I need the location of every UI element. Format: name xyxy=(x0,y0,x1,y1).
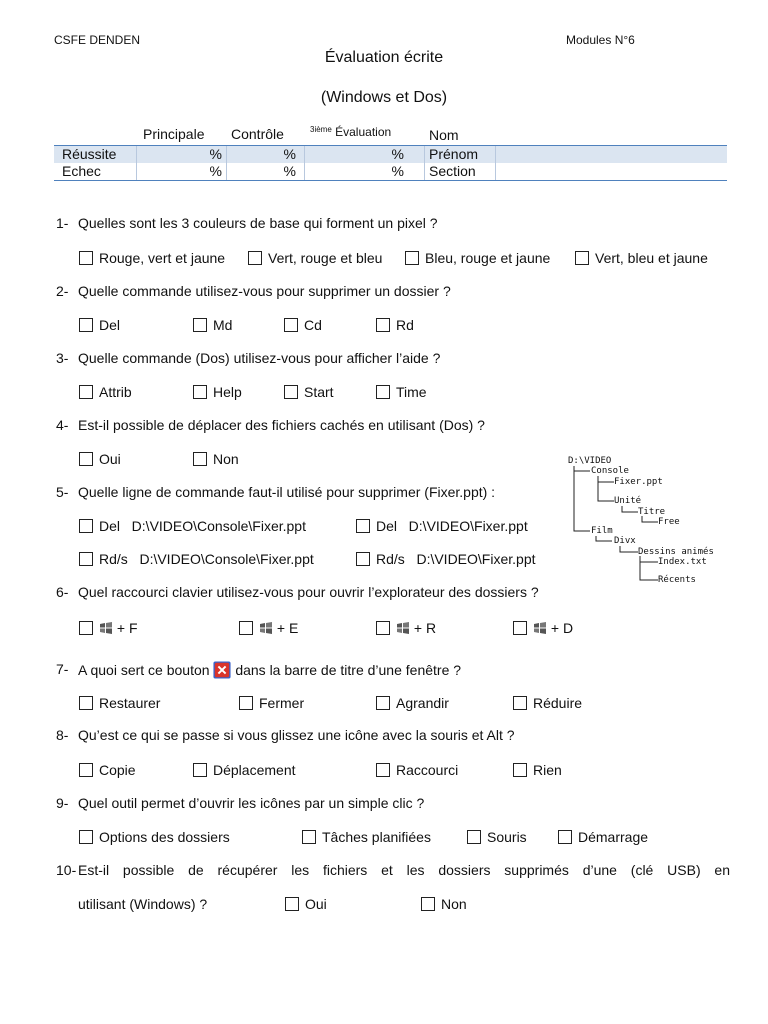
q7-option-2[interactable] xyxy=(239,694,304,712)
checkbox[interactable] xyxy=(513,621,527,635)
q5-option-4[interactable] xyxy=(356,550,536,568)
option-label: Tâches planifiées xyxy=(322,829,431,845)
option-label: + R xyxy=(410,620,437,636)
checkbox[interactable] xyxy=(467,830,481,844)
checkbox[interactable] xyxy=(79,696,93,710)
question-4 xyxy=(56,417,485,433)
q3-option-3[interactable] xyxy=(284,383,334,401)
tree-index: Index.txt xyxy=(658,557,707,567)
windows-logo-icon xyxy=(533,622,547,634)
tree-unite: Unité xyxy=(614,496,642,506)
question-text: Quel outil permet d’ouvrir les icônes par un simple clic ? xyxy=(78,795,425,811)
option-label: Md xyxy=(213,317,233,333)
checkbox[interactable] xyxy=(284,385,298,399)
question-text: Quelle ligne de commande faut-il utilisé pour supprimer (Fixer.ppt) : xyxy=(78,484,496,500)
q2-option-4[interactable] xyxy=(376,316,414,334)
option-label: Del D:\VIDEO\Console\Fixer.ppt xyxy=(99,518,306,534)
divider xyxy=(424,163,425,180)
option-label: Rd/s D:\VIDEO\Console\Fixer.ppt xyxy=(99,551,314,567)
school-name: CSFE DENDEN xyxy=(54,33,141,47)
q1-option-4[interactable] xyxy=(575,249,708,267)
q4-option-2[interactable] xyxy=(193,450,239,468)
question-8 xyxy=(56,727,515,743)
q7-option-1[interactable] xyxy=(79,694,160,712)
option-label: Rd/s D:\VIDEO\Fixer.ppt xyxy=(376,551,536,567)
divider xyxy=(495,146,496,163)
checkbox[interactable] xyxy=(79,621,93,635)
checkbox[interactable] xyxy=(79,552,93,566)
q8-option-2[interactable] xyxy=(193,761,296,779)
pct-3e-reussite[interactable]: % xyxy=(391,146,404,162)
checkbox[interactable] xyxy=(376,385,390,399)
q3-option-2[interactable] xyxy=(193,383,242,401)
question-number: 3- xyxy=(56,350,69,366)
option-label: Déplacement xyxy=(213,762,296,778)
checkbox[interactable] xyxy=(79,251,93,265)
option-label: Bleu, rouge et jaune xyxy=(425,250,551,266)
tree-divx: Divx xyxy=(614,536,636,546)
tree-film: Film xyxy=(591,526,613,536)
question-text: Quelle commande (Dos) utilisez-vous pour afficher l’aide ? xyxy=(78,350,441,366)
pct-principale-echec[interactable]: % xyxy=(209,163,222,179)
q5-option-3[interactable] xyxy=(79,550,314,568)
question-number: 5- xyxy=(56,484,69,500)
checkbox[interactable] xyxy=(79,763,93,777)
checkbox[interactable] xyxy=(193,385,207,399)
question-number: 6- xyxy=(56,584,69,600)
option-label: Non xyxy=(441,896,467,912)
checkbox[interactable] xyxy=(302,830,316,844)
q2-option-1[interactable] xyxy=(79,316,120,334)
col-controle: Contrôle xyxy=(231,126,284,142)
option-label: Démarrage xyxy=(578,829,649,845)
row-label-reussite: Réussite xyxy=(62,146,117,162)
q6-option-3[interactable] xyxy=(376,619,436,637)
tree-titre: Titre xyxy=(638,507,666,517)
page-subtitle: (Windows et Dos) xyxy=(320,89,448,106)
question-text-group xyxy=(78,661,461,679)
question-6 xyxy=(56,584,539,600)
question-number: 2- xyxy=(56,283,69,299)
question-5 xyxy=(56,484,496,500)
q9-option-4[interactable] xyxy=(558,828,648,846)
q5-option-1[interactable] xyxy=(79,517,306,535)
checkbox[interactable] xyxy=(421,897,435,911)
question-text-cont: dans la barre de titre d’une fenêtre ? xyxy=(235,662,462,678)
question-2 xyxy=(56,283,451,299)
q7-option-3[interactable] xyxy=(376,694,449,712)
option-label: Restaurer xyxy=(99,695,161,711)
question-text: Quel raccourci clavier utilisez-vous pour ouvrir l’explorateur des dossiers ? xyxy=(78,584,539,600)
checkbox[interactable] xyxy=(405,251,419,265)
page-title: Évaluation écrite xyxy=(324,49,444,66)
checkbox[interactable] xyxy=(239,696,253,710)
checkbox[interactable] xyxy=(376,318,390,332)
q8-option-3[interactable] xyxy=(376,761,458,779)
checkbox[interactable] xyxy=(193,763,207,777)
option-label: Vert, rouge et bleu xyxy=(268,250,383,266)
question-text: Est-il possible de récupérer les fichiers et les dossiers supprimés d’une (clé USB) en xyxy=(78,862,730,878)
checkbox[interactable] xyxy=(575,251,589,265)
q9-option-1[interactable] xyxy=(79,828,230,846)
question-number: 1- xyxy=(56,215,69,231)
checkbox[interactable] xyxy=(79,385,93,399)
q6-option-2[interactable] xyxy=(239,619,298,637)
option-label: Fermer xyxy=(259,695,305,711)
q2-option-3[interactable] xyxy=(284,316,322,334)
option-label: Copie xyxy=(99,762,136,778)
q8-option-1[interactable] xyxy=(79,761,136,779)
q3-option-4[interactable] xyxy=(376,383,427,401)
question-number: 8- xyxy=(56,727,69,743)
q6-option-1[interactable] xyxy=(79,619,138,637)
tree-dessins: Dessins animés xyxy=(638,547,714,557)
windows-logo-icon xyxy=(396,622,410,634)
question-9 xyxy=(56,795,425,811)
checkbox[interactable] xyxy=(285,897,299,911)
col-principale: Principale xyxy=(143,126,205,142)
question-10 xyxy=(56,862,730,878)
option-label: Del D:\VIDEO\Fixer.ppt xyxy=(376,518,528,534)
option-label: + E xyxy=(273,620,299,636)
question-number: 7- xyxy=(56,661,69,677)
question-7 xyxy=(56,661,462,678)
checkbox[interactable] xyxy=(376,763,390,777)
q10-option-1[interactable] xyxy=(285,895,327,913)
pct-controle-echec[interactable]: % xyxy=(283,163,296,179)
col-3e-evaluation xyxy=(310,125,391,139)
option-label: Attrib xyxy=(99,384,132,400)
checkbox[interactable] xyxy=(193,452,207,466)
q7-option-4[interactable] xyxy=(513,694,582,712)
question-10-cont: utilisant (Windows) ? xyxy=(78,896,208,912)
module-number: Modules N°6 xyxy=(566,33,635,47)
divider xyxy=(495,163,496,180)
option-label: + F xyxy=(113,620,138,636)
checkbox[interactable] xyxy=(356,519,370,533)
option-label: Del xyxy=(99,317,121,333)
score-row-echec xyxy=(54,163,727,181)
option-label: Options des dossiers xyxy=(99,829,230,845)
option-label: + D xyxy=(547,620,574,636)
checkbox[interactable] xyxy=(376,621,390,635)
windows-logo-icon xyxy=(259,622,273,634)
question-text: Qu’est ce qui se passe si vous glissez une icône avec la souris et Alt ? xyxy=(78,727,515,743)
question-3 xyxy=(56,350,441,366)
q9-option-3[interactable] xyxy=(467,828,527,846)
question-number: 10- xyxy=(56,862,77,878)
score-row-reussite xyxy=(54,145,727,164)
q10-option-2[interactable] xyxy=(421,895,467,913)
checkbox[interactable] xyxy=(193,318,207,332)
option-label: Agrandir xyxy=(396,695,449,711)
tree-console: Console xyxy=(591,466,629,476)
tree-root: D:\VIDEO xyxy=(568,456,612,466)
option-label: Souris xyxy=(487,829,527,845)
question-text: A quoi sert ce bouton xyxy=(78,662,210,678)
checkbox[interactable] xyxy=(513,763,527,777)
q1-option-1[interactable] xyxy=(79,249,225,267)
question-number: 4- xyxy=(56,417,69,433)
question-text: Est-il possible de déplacer des fichiers cachés en utilisant (Dos) ? xyxy=(78,417,485,433)
prenom-label: Prénom xyxy=(429,146,479,162)
checkbox[interactable] xyxy=(376,696,390,710)
close-button-icon xyxy=(213,661,231,679)
option-label: Raccourci xyxy=(396,762,459,778)
checkbox[interactable] xyxy=(513,696,527,710)
pct-controle-reussite[interactable]: % xyxy=(283,146,296,162)
directory-tree-figure xyxy=(568,456,728,586)
checkbox[interactable] xyxy=(248,251,262,265)
q2-option-2[interactable] xyxy=(193,316,232,334)
checkbox[interactable] xyxy=(79,830,93,844)
option-label: Cd xyxy=(304,317,322,333)
option-label: Rien xyxy=(533,762,562,778)
option-label: Help xyxy=(213,384,242,400)
option-label: Start xyxy=(304,384,334,400)
question-text: Quelle commande utilisez-vous pour supprimer un dossier ? xyxy=(78,283,451,299)
option-label: Non xyxy=(213,451,239,467)
q8-option-4[interactable] xyxy=(513,761,562,779)
option-label: Oui xyxy=(305,896,327,912)
checkbox[interactable] xyxy=(356,552,370,566)
q9-option-2[interactable] xyxy=(302,828,431,846)
checkbox[interactable] xyxy=(284,318,298,332)
checkbox[interactable] xyxy=(239,621,253,635)
checkbox[interactable] xyxy=(79,318,93,332)
nom-label: Nom xyxy=(429,127,459,143)
tree-fixer: Fixer.ppt xyxy=(614,477,663,487)
section-label: Section xyxy=(429,163,476,179)
q1-option-2[interactable] xyxy=(248,249,382,267)
tree-recents: Récents xyxy=(658,575,696,585)
option-label: Oui xyxy=(99,451,121,467)
option-label: Time xyxy=(396,384,427,400)
q4-option-1[interactable] xyxy=(79,450,121,468)
option-label: Rouge, vert et jaune xyxy=(99,250,226,266)
col-3e-superscript: 3ième xyxy=(310,125,332,134)
pct-principale-reussite[interactable]: % xyxy=(209,146,222,162)
checkbox[interactable] xyxy=(79,519,93,533)
tree-free: Free xyxy=(658,517,680,527)
checkbox[interactable] xyxy=(558,830,572,844)
col-3e-label: Évaluation xyxy=(331,125,392,139)
checkbox[interactable] xyxy=(79,452,93,466)
option-label: Rd xyxy=(396,317,414,333)
q5-option-2[interactable] xyxy=(356,517,528,535)
q1-option-3[interactable] xyxy=(405,249,550,267)
option-label: Réduire xyxy=(533,695,583,711)
divider xyxy=(424,146,425,163)
row-label-echec: Echec xyxy=(62,163,101,179)
option-label: Vert, bleu et jaune xyxy=(595,250,708,266)
q3-option-1[interactable] xyxy=(79,383,132,401)
question-number: 9- xyxy=(56,795,69,811)
question-1 xyxy=(56,215,438,231)
question-text: Quelles sont les 3 couleurs de base qui forment un pixel ? xyxy=(78,215,438,231)
pct-3e-echec[interactable]: % xyxy=(391,163,404,179)
q6-option-4[interactable] xyxy=(513,619,573,637)
windows-logo-icon xyxy=(99,622,113,634)
